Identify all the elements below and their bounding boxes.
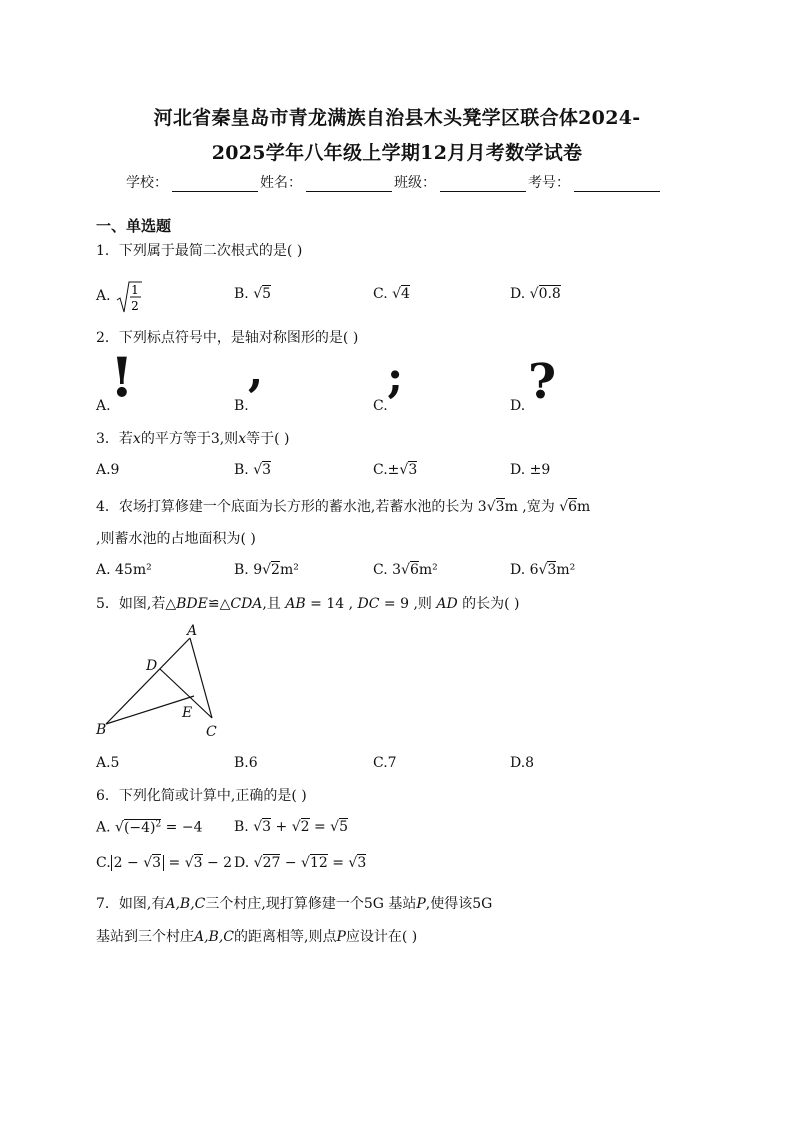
q4-c-radicand: 6 [409, 562, 419, 578]
sqrt-icon: √3 [348, 855, 367, 871]
q7-line2-mid: 的距离相等,则点 [234, 929, 337, 945]
q5-option-b: B.6 [234, 755, 258, 771]
name-blank [306, 177, 392, 192]
segment-AC [190, 638, 212, 718]
label-B: B [96, 722, 107, 738]
sqrt-fraction-icon [115, 280, 143, 314]
q6-b-r2: 2 [300, 819, 310, 835]
q6-d-r1: 27 [262, 855, 281, 871]
q3-option-b [234, 462, 271, 478]
q3-option-c [373, 462, 417, 478]
q6-option-b [234, 819, 348, 835]
q4-line1-end: m [577, 499, 591, 515]
q6-c-end: − 2 [202, 855, 233, 871]
q6-d-minus: − [280, 855, 302, 871]
q2-option-d-label: D. [510, 398, 526, 414]
q4-line1-mid: m ,宽为 [504, 499, 560, 515]
q4-d-unit: m² [556, 562, 576, 578]
label-A: A [187, 623, 198, 639]
question-4-line1 [96, 496, 590, 516]
sqrt-icon: √3 [184, 855, 203, 871]
q1-d-radicand: 0.8 [538, 286, 561, 302]
q4-b-unit: m² [279, 562, 299, 578]
q4-option-b-label: B. 9 [234, 562, 263, 578]
q6-option-a [96, 819, 203, 836]
question-7-line2 [96, 926, 417, 946]
exam-title-line2: 2025学年八年级上学期12月月考数学试卷 [211, 142, 583, 164]
q3-stem-mid: 的平方等于3,则 [140, 431, 239, 447]
q5-mid1: ,且 [262, 596, 286, 612]
sqrt-icon: √12 [301, 855, 328, 871]
q6-option-c-label: C. [96, 855, 111, 871]
q4-option-d [510, 562, 575, 578]
q5-end: 的长为( ) [457, 596, 520, 612]
q1-a-denominator: 2 [131, 299, 139, 313]
q7-line2-pre: 基站到三个村庄 [96, 929, 194, 945]
sqrt-icon: √4 [392, 286, 410, 302]
sqrt-icon: √3 [399, 462, 418, 478]
q7-p2: P [336, 929, 346, 945]
q4-option-c [373, 562, 438, 578]
q6-d-r3: 3 [357, 855, 367, 871]
q6-option-a-label: A. [96, 819, 111, 836]
sqrt-icon: √2 [262, 562, 280, 578]
q6-option-c [96, 855, 232, 871]
q1-c-radicand: 4 [401, 286, 410, 302]
sqrt-icon: √3 [486, 499, 505, 515]
q7-line1-mid: 三个村庄,现打算修建一个5G 基站 [205, 896, 417, 912]
q6-option-d-label: D. [234, 855, 250, 871]
q5-eq2: = 9 ,则 [379, 596, 437, 612]
class-label: 班级： [394, 175, 436, 191]
q2-option-c-label: C. [373, 398, 388, 414]
q6-b-plus: + [271, 819, 292, 835]
absolute-value-bars [111, 855, 164, 871]
question-2-stem: 2．下列标点符号中，是轴对称图形的是( ) [96, 330, 359, 346]
q1-option-d [510, 286, 561, 302]
q1-a-numerator: 1 [131, 283, 139, 297]
question-5-stem [96, 593, 520, 613]
exam-number-blank [574, 177, 660, 192]
q1-b-radicand: 5 [262, 286, 272, 302]
q3-var-x-2: x [238, 431, 247, 447]
question-1-stem: 1．下列属于最简二次根式的是( ) [96, 243, 303, 259]
q4-option-c-label: C. 3 [373, 562, 402, 578]
exam-title-line1: 河北省秦皇岛市青龙满族自治县木头凳学区联合体2024- [153, 107, 641, 129]
q5-option-c: C.7 [373, 755, 397, 771]
q4-line1-pre: 4．农场打算修建一个底面为长方形的蓄水池,若蓄水池的长为 3 [96, 499, 487, 515]
q7-abc2: A,B,C [194, 929, 235, 945]
q5-dc: DC [357, 596, 380, 612]
name-label: 姓名： [260, 175, 302, 191]
label-E: E [182, 705, 193, 721]
q6-a-inner: (−4) [123, 819, 156, 836]
q1-option-b-label: B. [234, 286, 249, 302]
q6-a-result: = −4 [161, 819, 203, 836]
q6-c-abs-a: 2 − [113, 855, 144, 871]
sqrt-icon: √2 [291, 819, 310, 835]
exclamation-mark-icon: ! [110, 345, 134, 409]
q7-abc: A,B,C [165, 896, 206, 912]
q6-c-r1: 3 [152, 855, 162, 871]
q5-congruent: ≌△ [207, 596, 231, 612]
sqrt-icon: √3 [253, 462, 272, 478]
q3-option-d: D. ±9 [510, 462, 551, 478]
sqrt-icon: √0.8 [529, 286, 561, 302]
question-4-line2: ,则蓄水池的占地面积为( ) [96, 531, 256, 547]
semicolon-icon: ; [387, 352, 404, 403]
q4-option-b [234, 562, 299, 578]
q6-option-b-label: B. [234, 819, 249, 835]
q1-option-d-label: D. [510, 286, 526, 302]
q5-ad: AD [436, 596, 458, 612]
q7-p: P [416, 896, 426, 912]
q3-stem-end: 等于( ) [246, 431, 290, 447]
label-D: D [146, 658, 158, 674]
q4-rad1: 3 [495, 499, 505, 515]
q7-line1-pre: 7．如图,有 [96, 896, 166, 912]
sqrt-icon: √3 [538, 562, 557, 578]
q5-option-d: D.8 [510, 755, 535, 771]
q6-option-d [234, 855, 366, 871]
q4-b-radicand: 2 [271, 562, 280, 578]
q6-d-r2: 12 [309, 855, 328, 871]
q2-option-b-label: B. [234, 398, 249, 414]
q7-line1-end: ,使得该5G [425, 896, 493, 912]
sqrt-icon: √6 [401, 562, 419, 578]
sqrt-icon: √3 [253, 819, 272, 835]
q1-option-a-label: A. [96, 288, 111, 304]
q6-d-eq: = [327, 855, 349, 871]
q1-option-c [373, 286, 410, 302]
q4-d-radicand: 3 [547, 562, 557, 578]
label-C: C [206, 724, 217, 740]
question-3-stem [96, 428, 289, 448]
q1-option-a [96, 280, 143, 314]
sqrt-icon: √3 [143, 855, 162, 871]
question-mark-icon: ? [528, 354, 557, 410]
q5-eq1: = 14 , [305, 596, 358, 612]
comma-icon: , [248, 346, 264, 397]
exam-number-label: 考号： [528, 175, 570, 191]
q3-option-a: A.9 [96, 462, 120, 478]
sqrt-icon: √6 [559, 499, 578, 515]
q3-c-radicand: 3 [408, 462, 418, 478]
q4-option-d-label: D. 6 [510, 562, 539, 578]
q3-stem-pre: 3．若 [96, 431, 133, 447]
q6-a-radicand [124, 819, 161, 836]
triangle-figure [92, 618, 232, 744]
q1-option-b [234, 286, 271, 302]
q3-option-c-label: C.± [373, 462, 400, 478]
q6-b-r1: 3 [262, 819, 272, 835]
sqrt-icon: √5 [330, 819, 349, 835]
school-blank [172, 177, 258, 192]
sqrt-icon: $√(-4)^2$ [115, 819, 162, 836]
q5-triangle-2: CDA [230, 596, 263, 612]
sqrt-icon: √27 [253, 855, 281, 871]
q6-a-exponent: 2 [155, 819, 162, 829]
q4-option-a: A. 45m² [96, 562, 152, 578]
q6-c-r2: 3 [193, 855, 203, 871]
q5-ab: AB [285, 596, 306, 612]
q3-var-x: x [132, 431, 141, 447]
q2-option-a-label: A. [96, 398, 111, 414]
q5-option-a: A.5 [96, 755, 120, 771]
q6-b-r3: 5 [339, 819, 349, 835]
sqrt-icon: √5 [253, 286, 272, 302]
student-info-row [126, 172, 662, 192]
question-7-line1 [96, 893, 492, 913]
class-blank [440, 177, 526, 192]
q4-c-unit: m² [418, 562, 438, 578]
q6-b-eq: = [309, 819, 331, 835]
q7-line2-end: 应设计在( ) [345, 929, 418, 945]
q5-stem-pre: 5．如图,若△ [96, 596, 177, 612]
q3-option-b-label: B. [234, 462, 249, 478]
q4-rad2: 6 [568, 499, 578, 515]
school-label: 学校： [126, 175, 168, 191]
q6-c-eq: = [164, 855, 185, 871]
q1-option-c-label: C. [373, 286, 388, 302]
question-6-stem: 6．下列化简或计算中,正确的是( ) [96, 788, 307, 804]
section-heading: 一、单选题 [96, 217, 172, 235]
q5-triangle-1: BDE [176, 596, 208, 612]
q3-b-radicand: 3 [262, 462, 272, 478]
